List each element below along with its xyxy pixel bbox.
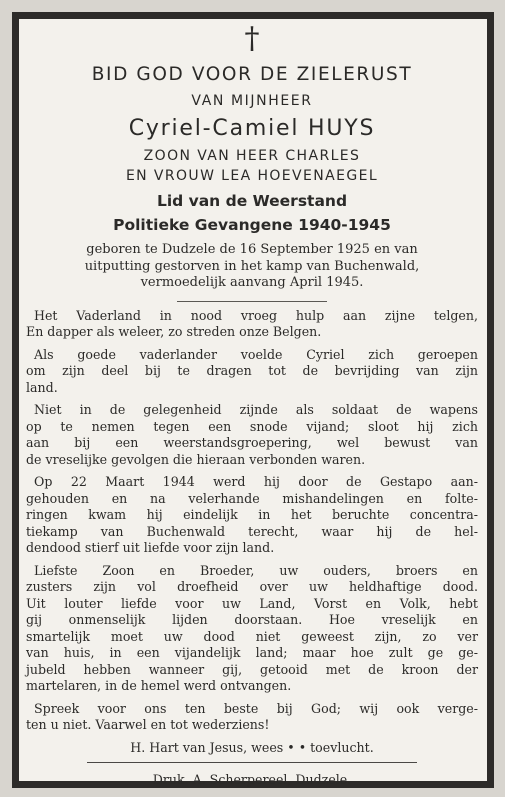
paragraph-line: zusters zijn vol droefheid over uw heldhaftige dood. xyxy=(26,579,478,594)
printer-credit: Druk. A. Scherpereel, Dudzele. xyxy=(152,772,352,787)
birth-death-text xyxy=(26,242,478,292)
paragraph-line: En dapper als weleer, zo streden onze Belgen. xyxy=(26,324,322,339)
birth-line: vermoedelijk aanvang April 1945. xyxy=(140,275,364,290)
cross-icon: † xyxy=(244,21,260,56)
paragraph xyxy=(26,701,478,734)
prayer-line: H. Hart van Jesus, wees • • toevlucht. xyxy=(130,739,374,755)
paragraph-line: gehouden en na velerhande mishandelingen en folte- xyxy=(26,490,478,506)
paragraph-line: gij onmenselijk lijden doorstaan. Hoe vreselijk en xyxy=(26,612,478,627)
paragraph xyxy=(26,563,478,695)
paragraph-line: smartelijk moet uw dood niet geweest zijn, zo ver xyxy=(26,628,478,644)
birth-line: geboren te Dudzele de 16 September 1925 en van xyxy=(86,242,418,257)
paragraph-line: op te nemen tegen een snode vijand; sloot hij zich xyxy=(26,418,478,434)
paragraph xyxy=(26,402,478,468)
paragraph-line: Niet in de gelegenheid zijnde als soldaat de wapens xyxy=(34,402,478,417)
long-divider xyxy=(87,762,417,763)
mother-line: EN VROUW LEA HOEVENAEGEL xyxy=(125,168,379,184)
heading: BID GOD VOOR DE ZIELERUST xyxy=(91,64,413,85)
resistance-line: Lid van de Weerstand xyxy=(156,192,348,210)
paragraph-line: Spreek voor ons ten beste bij God; wij ook verge- xyxy=(34,700,478,716)
paragraph-line: martelaren, in de hemel werd ontvangen. xyxy=(26,678,292,693)
paragraph-line: van huis, in een vijandelijk land; maar hoe zult ge ge- xyxy=(26,645,478,660)
paragraph-line: ten u niet. Vaarwel en tot wederziens! xyxy=(26,717,270,732)
paragraph-line: tiekamp van Buchenwald terecht, waar hij de hel- xyxy=(26,523,478,539)
subheading: VAN MIJNHEER xyxy=(191,93,313,109)
paragraph-line: dendood stierf uit liefde voor zijn land. xyxy=(26,540,275,555)
paragraph-line: aan bij een weerstandsgroepering, wel bewust van xyxy=(26,435,478,450)
paragraph-line: Als goede vaderlander voelde Cyriel zich geroepen xyxy=(34,346,478,362)
paragraph-line: ringen kwam hij eindelijk in het beruchte concentra- xyxy=(26,507,478,522)
paragraph xyxy=(26,347,478,397)
paragraph-line: Het Vaderland in nood vroeg hulp aan zijne telgen, xyxy=(34,307,478,323)
paragraph-line: land. xyxy=(26,379,58,395)
paragraph-line: Uit louter liefde voor uw Land, Vorst en Volk, hebt xyxy=(26,595,478,611)
card-text xyxy=(26,22,478,788)
short-divider xyxy=(177,301,327,302)
paragraph-line: de vreselijke gevolgen die hieraan verbonden waren. xyxy=(26,451,366,467)
prisoner-line: Politieke Gevangene 1940-1945 xyxy=(113,216,391,234)
paragraph-line: jubeld hebben wanneer gij, getooid met de kroon der xyxy=(26,661,478,677)
body-paragraphs xyxy=(26,308,478,734)
birth-line: uitputting gestorven in het kamp van Buchenwald, xyxy=(84,258,420,274)
paragraph xyxy=(26,474,478,557)
paragraph-line: Liefste Zoon en Broeder, uw ouders, broers en xyxy=(34,562,478,578)
paragraph xyxy=(26,308,478,341)
deceased-name: Cyriel-Camiel HUYS xyxy=(128,116,376,141)
paragraph-line: Op 22 Maart 1944 werd hij door de Gestapo aan- xyxy=(34,474,478,489)
paragraph-line: om zijn deel bij te dragen tot de bevrijding van zijn xyxy=(26,363,478,378)
father-line: ZOON VAN HEER CHARLES xyxy=(143,148,361,164)
